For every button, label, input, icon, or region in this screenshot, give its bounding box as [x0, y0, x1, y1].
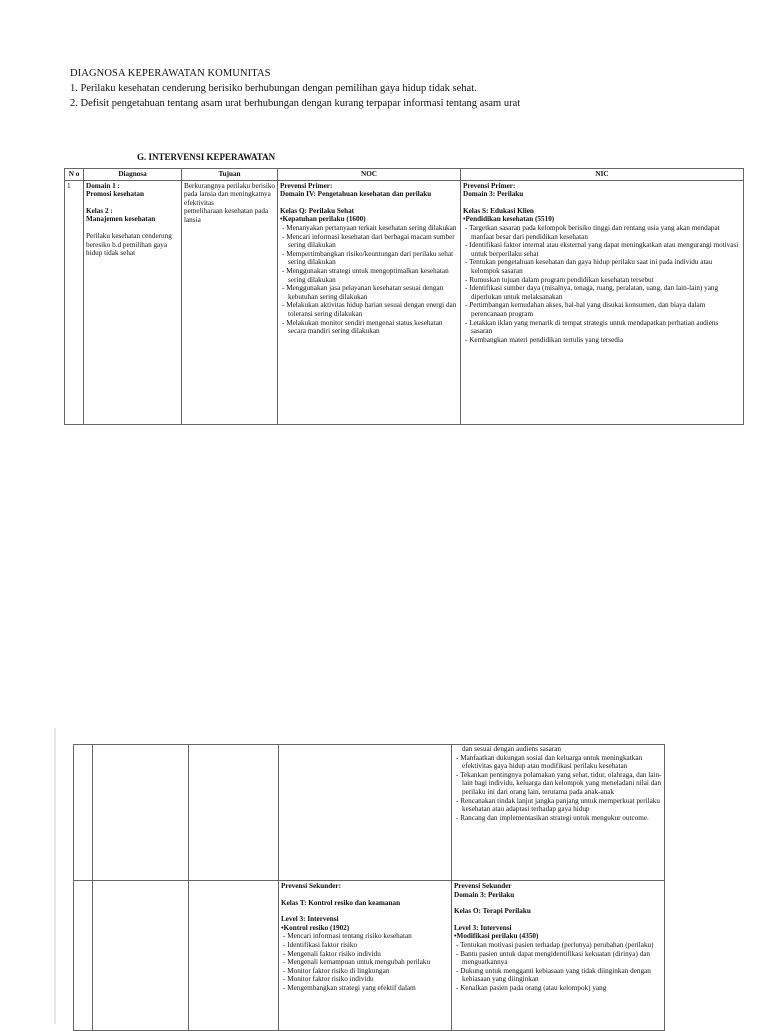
cell-nic [461, 180, 744, 424]
diagnosa-domain-name: Promosi kesehatan [86, 190, 144, 199]
intervention-table-1 [64, 168, 744, 425]
cell-diagnosa [84, 180, 182, 424]
list-item: - Letakkan iklan yang menarik di tempat strategis untuk mendapatkan perhatian audiens sasaran [463, 319, 741, 336]
cell-no [74, 881, 93, 1031]
nic-bullet: • Modifikasi perilaku (4350) [454, 932, 662, 941]
header-tujuan: Tujuan [182, 169, 278, 181]
list-item: - Identifikasi faktor risiko [281, 941, 449, 950]
noc-bullet: • Kontrol resiko (1902) [281, 924, 449, 933]
list-item: - Mengembangkan strategi yang efektif dalam [281, 984, 449, 993]
cell-diagnosa [93, 881, 189, 1031]
list-item: - Manfaatkan dukungan sosial dan keluarga untuk meningkatkan efektivitas gaya hidup atau modifikasi perilaku kesehatan [454, 754, 662, 771]
tujuan-text-1: Berkurangnya perilaku berisiko pada lansia dan meningkatnya efektivitas [184, 181, 276, 207]
table-row [65, 180, 744, 424]
noc-kelas: Kelas Q: Perilaku Sehat [280, 206, 355, 215]
list-item: - Mengenali faktor risiko individu [281, 950, 449, 959]
page-edge-shadow [54, 728, 56, 1024]
section-title: G. INTERVENSI KEPERAWATAN [137, 152, 276, 162]
noc-prevensi: Prevensi Sekunder: [281, 882, 341, 890]
diagnosa-domain: Domain 1 : [86, 181, 120, 190]
diagnosis-line-2: 2. Defisit pengetahuan tentang asam urat berhubungan dengan kurang terpapar informasi tentang asam urat [70, 98, 521, 109]
list-item: - Rencanakan tindak lanjut jangka panjang untuk memperkuat perilaku kesehatan atau adaptasi terhadap gaya hidup [454, 797, 662, 814]
nic-continuation: dan sesuai dengan audiens sasaran [462, 745, 561, 753]
list-item: - Tentukan motivasi pasien terhadap (perlunya) perubahan (perilaku) [454, 941, 662, 950]
noc-kelas: Kelas T: Kontrol resiko dan keamanan [281, 898, 401, 907]
diagnosa-kelas-name: Manajemen kesehatan [86, 215, 156, 224]
list-item: - Rancang dan implementasikan strategi untuk mengukur outcome. [454, 814, 662, 823]
list-item: - Mempertimbangkan risiko/keuntungan dari perilaku sehat sering dilakukan [280, 250, 458, 267]
table-row [74, 745, 665, 881]
header-diagnosa: Diagnosa [84, 169, 182, 181]
list-item: - Tentukan pengetahuan kesehatan dan gaya hidup perilaku saat ini pada individu atau kelompok sasaran [463, 258, 741, 275]
intervention-table-2 [73, 744, 665, 1031]
cell-no: 1 [65, 180, 84, 424]
list-item: - Bantu pasien untuk dapat mengidentifikasi kekuatan (dirinya) dan menguatkannya [454, 950, 662, 967]
cell-nic [452, 745, 665, 881]
header-noc: NOC [278, 169, 461, 181]
list-item: - Identifikasi sumber daya (misalnya, tenaga, ruang, peralatan, uang, dan lain-lain) yang diperlukan untuk melaksanakan [463, 284, 741, 301]
cell-noc [279, 745, 452, 881]
nic-bullet: • Pendidikan kesehatan (5510) [463, 215, 741, 224]
nic-prevensi: Prevensi Primer: [463, 181, 516, 190]
table-header-row [65, 169, 744, 181]
table-row [74, 881, 665, 1031]
tujuan-text-2: pemeliharaan kesehatan pada lansia [184, 207, 269, 224]
list-item: - Melakukan aktivitas hidup harian sesuai dengan energi dan toleransi sering dilakukan [280, 301, 458, 318]
list-item: - Kembangkan materi pendidikan tertulis yang tersedia [463, 336, 741, 345]
header-nic: NIC [461, 169, 744, 181]
list-item: - Mencari informasi kesehatan dari berbagai macam sumber sering dilakukan [280, 233, 458, 250]
noc-level: Level 3: Intervensi [281, 915, 339, 924]
cell-nic [452, 881, 665, 1031]
list-item: - Monitor faktor risiko di lingkungan [281, 967, 449, 976]
cell-tujuan [182, 180, 278, 424]
noc-item-list [281, 932, 449, 992]
list-item: - Pertimbangan kemudahan akses, hal-hal yang disukai konsumen, dan biaya dalam perencanaan program [463, 301, 741, 318]
list-item: - Dukung untuk mengganti kebiasaan yang tidak diinginkan dengan kebiasaan yang diinginkan [454, 967, 662, 984]
cell-no [74, 745, 93, 881]
diagnosa-kelas: Kelas 2 : [86, 206, 113, 215]
diagnosis-line-1: 1. Perilaku kesehatan cenderung berisiko berhubungan dengan pemilihan gaya hidup tidak sehat. [70, 83, 477, 94]
noc-prevensi: Prevensi Primer: [280, 181, 333, 190]
list-item: - Melakukan monitor sendiri mengenai status kesehatan secara mandiri sering dilakukan [280, 319, 458, 336]
list-item: - Menanyakan pertanyaan terkait kesehatan sering dilakukan [280, 224, 458, 233]
list-item: - Mencari informasi tentang risiko kesehatan [281, 932, 449, 941]
noc-item-list [280, 224, 458, 336]
nic-item-list [454, 941, 662, 993]
header-no: N o [65, 169, 84, 181]
diagnosa-text: Perilaku kesehatan cenderung beresiko b.d pemilihan gaya hidup tidak sehat [86, 231, 172, 258]
nic-kelas: Kelas S: Edukasi Klien [463, 206, 534, 215]
list-item: - Tekankan pentingnya polamakan yang sehat, tidur, olahraga, dan lain-lain bagi individu, keluarga dan kelompok yang meneladani nilai dan perilaku ini dari orang lain, terutama pada anak-anak [454, 771, 662, 797]
list-item: - Menggunakan strategi untuk mengoptimalkan kesehatan sering dilakukan [280, 267, 458, 284]
cell-noc [279, 881, 452, 1031]
list-item: - Menggunakan jasa pelayanan kesehatan sesuai dengan kebutuhan sering dilakukan [280, 284, 458, 301]
cell-tujuan [189, 745, 279, 881]
list-item: - Kenalkan pasien pada orang (atau kelompok) yang [454, 984, 662, 993]
cell-tujuan [189, 881, 279, 1031]
list-item: - Monitor faktor risiko individu [281, 975, 449, 984]
list-item: - Rumuskan tujuan dalam program pendidikan kesehatan tersebut [463, 276, 741, 285]
nic-level: Level 3: Intervensi [454, 923, 512, 932]
nic-prevensi: Prevensi Sekunder [454, 882, 512, 890]
nic-domain: Domain 3: Perilaku [463, 190, 524, 199]
cell-diagnosa [93, 745, 189, 881]
noc-domain: Domain IV: Pengetahuan kesehatan dan perilaku [280, 190, 432, 199]
noc-bullet: • Kepatuhan perilaku (1600) [280, 215, 458, 224]
list-item: - Identifikasi faktor internal atau eksternal yang dapat meningkatkan atau mengurangi motivasi untuk berperilaku sehat [463, 241, 741, 258]
nic-item-list [454, 754, 662, 823]
cell-noc [278, 180, 461, 424]
document-title: DIAGNOSA KEPERAWATAN KOMUNITAS [70, 68, 271, 79]
list-item: - Targetkan sasaran pada kelompok berisiko tinggi dan rentang usia yang akan mendapat manfaat besar dari pendidikan kesehatan [463, 224, 741, 241]
nic-domain: Domain 3: Perilaku [454, 890, 515, 899]
nic-kelas: Kelas O: Terapi Perilaku [454, 907, 531, 916]
list-item: - Mengenali kemampuan untuk mengubah perilaku [281, 958, 449, 967]
nic-item-list [463, 224, 741, 344]
